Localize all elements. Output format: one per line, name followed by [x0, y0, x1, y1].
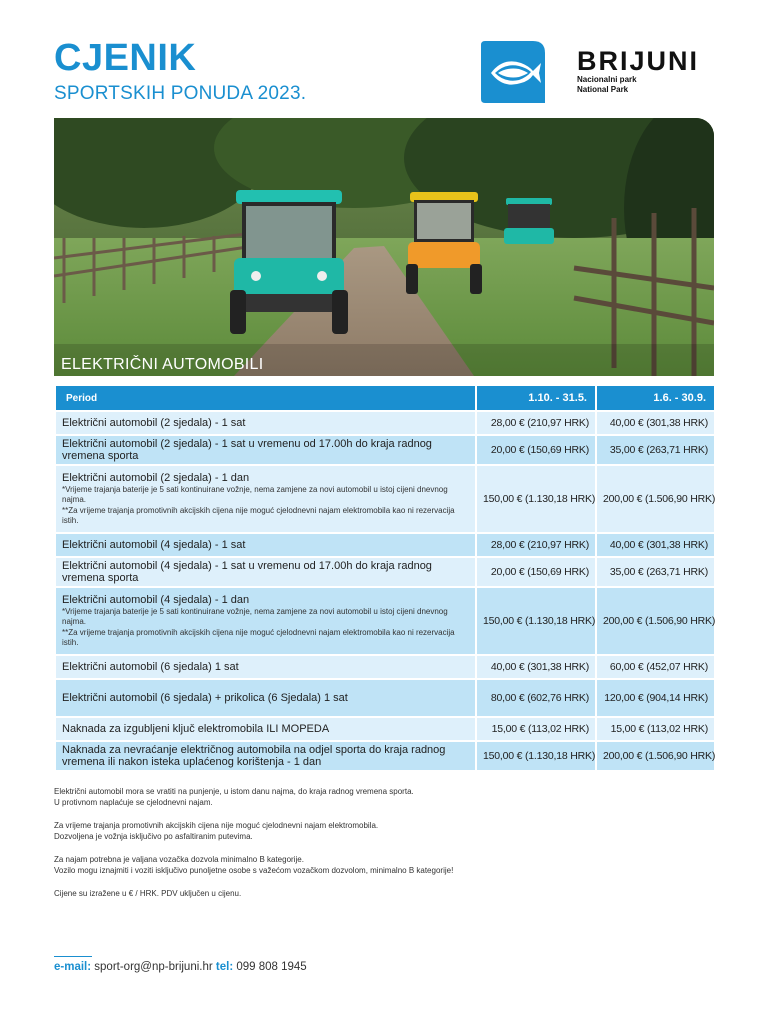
electric-cars-photo [54, 118, 714, 376]
row-note: **Za vrijeme trajanja promotivnih akcijskih cijena nije moguć cjelodnevni najam elektromobila kao ni rezervacija istih. [62, 506, 455, 525]
table-row [55, 435, 715, 465]
row-description: Električni automobil (6 sjedala) + prikolica (6 Sjedala) 1 sat [62, 692, 348, 704]
row-description: Električni automobil (4 sjedala) - 1 dan [62, 594, 250, 606]
row-description-cell [55, 587, 476, 655]
row-description-cell [55, 435, 476, 465]
logo-line-2: National Park [577, 85, 629, 94]
row-description-cell [55, 741, 476, 771]
table-row [55, 587, 715, 655]
footnote-line: Cijene su izražene u € / HRK. PDV uključen u cijenu. [54, 889, 242, 898]
logo-text [577, 47, 699, 95]
footnote-line: Za najam potrebna je valjana vozačka dozvola minimalno B kategorije. [54, 855, 304, 864]
footnote-paragraph [54, 820, 674, 842]
price-high-season: 15,00 € (113,02 HRK) [596, 717, 715, 741]
price-high-season: 200,00 € (1.506,90 HRK) [596, 741, 715, 771]
table-row [55, 717, 715, 741]
price-high-season: 200,00 € (1.506,90 HRK) [596, 465, 715, 533]
row-description-cell [55, 655, 476, 679]
table-row [55, 741, 715, 771]
table-row [55, 465, 715, 533]
footnote-line: U protivnom naplaćuje se cjelodnevni najam. [54, 798, 213, 807]
price-high-season: 35,00 € (263,71 HRK) [596, 435, 715, 465]
price-low-season: 150,00 € (1.130,18 HRK) [476, 741, 596, 771]
photo-caption: ELEKTRIČNI AUTOMOBILI [61, 356, 264, 373]
price-high-season: 35,00 € (263,71 HRK) [596, 557, 715, 587]
row-description-cell [55, 533, 476, 557]
hero-photo [54, 118, 714, 376]
email-label: e-mail: [54, 961, 92, 973]
footnote-line: Za vrijeme trajanja promotivnih akcijskih cijena nije moguć cjelodnevni najam elektromobila. [54, 821, 379, 830]
price-table [54, 384, 716, 772]
contact-info [54, 961, 307, 973]
header-period-low: 1.10. - 31.5. [476, 385, 596, 411]
page-subtitle: SPORTSKIH PONUDA 2023. [54, 83, 307, 104]
price-low-season: 28,00 € (210,97 HRK) [476, 533, 596, 557]
logo-line-1: Nacionalni park [577, 75, 637, 84]
row-description: Električni automobil (4 sjedala) - 1 sat [62, 539, 246, 551]
row-description: Električni automobil (2 sjedala) - 1 sat [62, 417, 246, 429]
row-description-cell [55, 411, 476, 435]
row-note: **Za vrijeme trajanja promotivnih akcijskih cijena nije moguć cjelodnevni najam elektromobila kao ni rezervacija istih. [62, 628, 455, 647]
row-description: Naknada za izgubljeni ključ elektromobila ILI MOPEDA [62, 723, 330, 735]
table-row [55, 557, 715, 587]
footnote-line: Dozvoljena je vožnja isključivo po asfaltiranim putevima. [54, 832, 253, 841]
price-low-season: 20,00 € (150,69 HRK) [476, 435, 596, 465]
price-low-season: 150,00 € (1.130,18 HRK) [476, 587, 596, 655]
header-period: Period [55, 385, 476, 411]
footnote-line: Električni automobil mora se vratiti na punjenje, u istom danu najma, do kraja radnog vremena sporta. [54, 787, 414, 796]
row-description-cell [55, 465, 476, 533]
fish-icon [481, 41, 545, 103]
header-period-high: 1.6. - 30.9. [596, 385, 715, 411]
price-low-season: 40,00 € (301,38 HRK) [476, 655, 596, 679]
table-row [55, 533, 715, 557]
price-low-season: 80,00 € (602,76 HRK) [476, 679, 596, 717]
table-row [55, 655, 715, 679]
row-note: *Vrijeme trajanja baterije je 5 sati kontinuirane vožnje, nema zamjene za novi automobil u istoj cijeni dnevnog najma. [62, 607, 448, 626]
tel-label: tel: [215, 961, 234, 973]
row-description: Električni automobil (6 sjedala) 1 sat [62, 661, 239, 673]
price-high-season: 120,00 € (904,14 HRK) [596, 679, 715, 717]
row-description: Električni automobil (4 sjedala) - 1 sat u vremenu od 17.00h do kraja radnog vremena sporta [62, 560, 432, 584]
footer-divider [54, 956, 92, 957]
footnotes [54, 786, 674, 911]
tel-value: 099 808 1945 [236, 961, 307, 973]
price-high-season: 40,00 € (301,38 HRK) [596, 533, 715, 557]
page-header [54, 36, 306, 106]
logo-brand: BRIJUNI [577, 46, 700, 76]
table-row [55, 679, 715, 717]
footnote-paragraph [54, 786, 674, 808]
row-description-cell [55, 717, 476, 741]
brijuni-logo [481, 41, 713, 103]
price-high-season: 60,00 € (452,07 HRK) [596, 655, 715, 679]
price-low-season: 15,00 € (113,02 HRK) [476, 717, 596, 741]
row-description-cell [55, 557, 476, 587]
row-description: Električni automobil (2 sjedala) - 1 dan [62, 472, 250, 484]
price-low-season: 150,00 € (1.130,18 HRK) [476, 465, 596, 533]
email-value: sport-org@np-brijuni.hr [94, 961, 213, 973]
row-description-cell [55, 679, 476, 717]
footnote-paragraph [54, 888, 674, 899]
row-description: Naknada za nevraćanje električnog automobila na odjel sporta do kraja radnog vremena ili nakon isteka uplaćenog korištenja - 1 dan [62, 744, 446, 768]
far-cart [504, 198, 554, 244]
price-low-season: 28,00 € (210,97 HRK) [476, 411, 596, 435]
price-high-season: 40,00 € (301,38 HRK) [596, 411, 715, 435]
footnote-line: Vozilo mogu iznajmiti i voziti isključivo punoljetne osobe s važećom vozačkom dozvolom, minimalno B kategorije! [54, 866, 454, 875]
price-low-season: 20,00 € (150,69 HRK) [476, 557, 596, 587]
table-row [55, 411, 715, 435]
table-header-row [55, 385, 715, 411]
price-high-season: 200,00 € (1.506,90 HRK) [596, 587, 715, 655]
footnote-paragraph [54, 854, 674, 876]
page-title: CJENIK [54, 37, 197, 79]
row-note: *Vrijeme trajanja baterije je 5 sati kontinuirane vožnje, nema zamjene za novi automobil u istoj cijeni dnevnog najma. [62, 485, 448, 504]
row-description: Električni automobil (2 sjedala) - 1 sat u vremenu od 17.00h do kraja radnog vremena sporta [62, 438, 432, 462]
